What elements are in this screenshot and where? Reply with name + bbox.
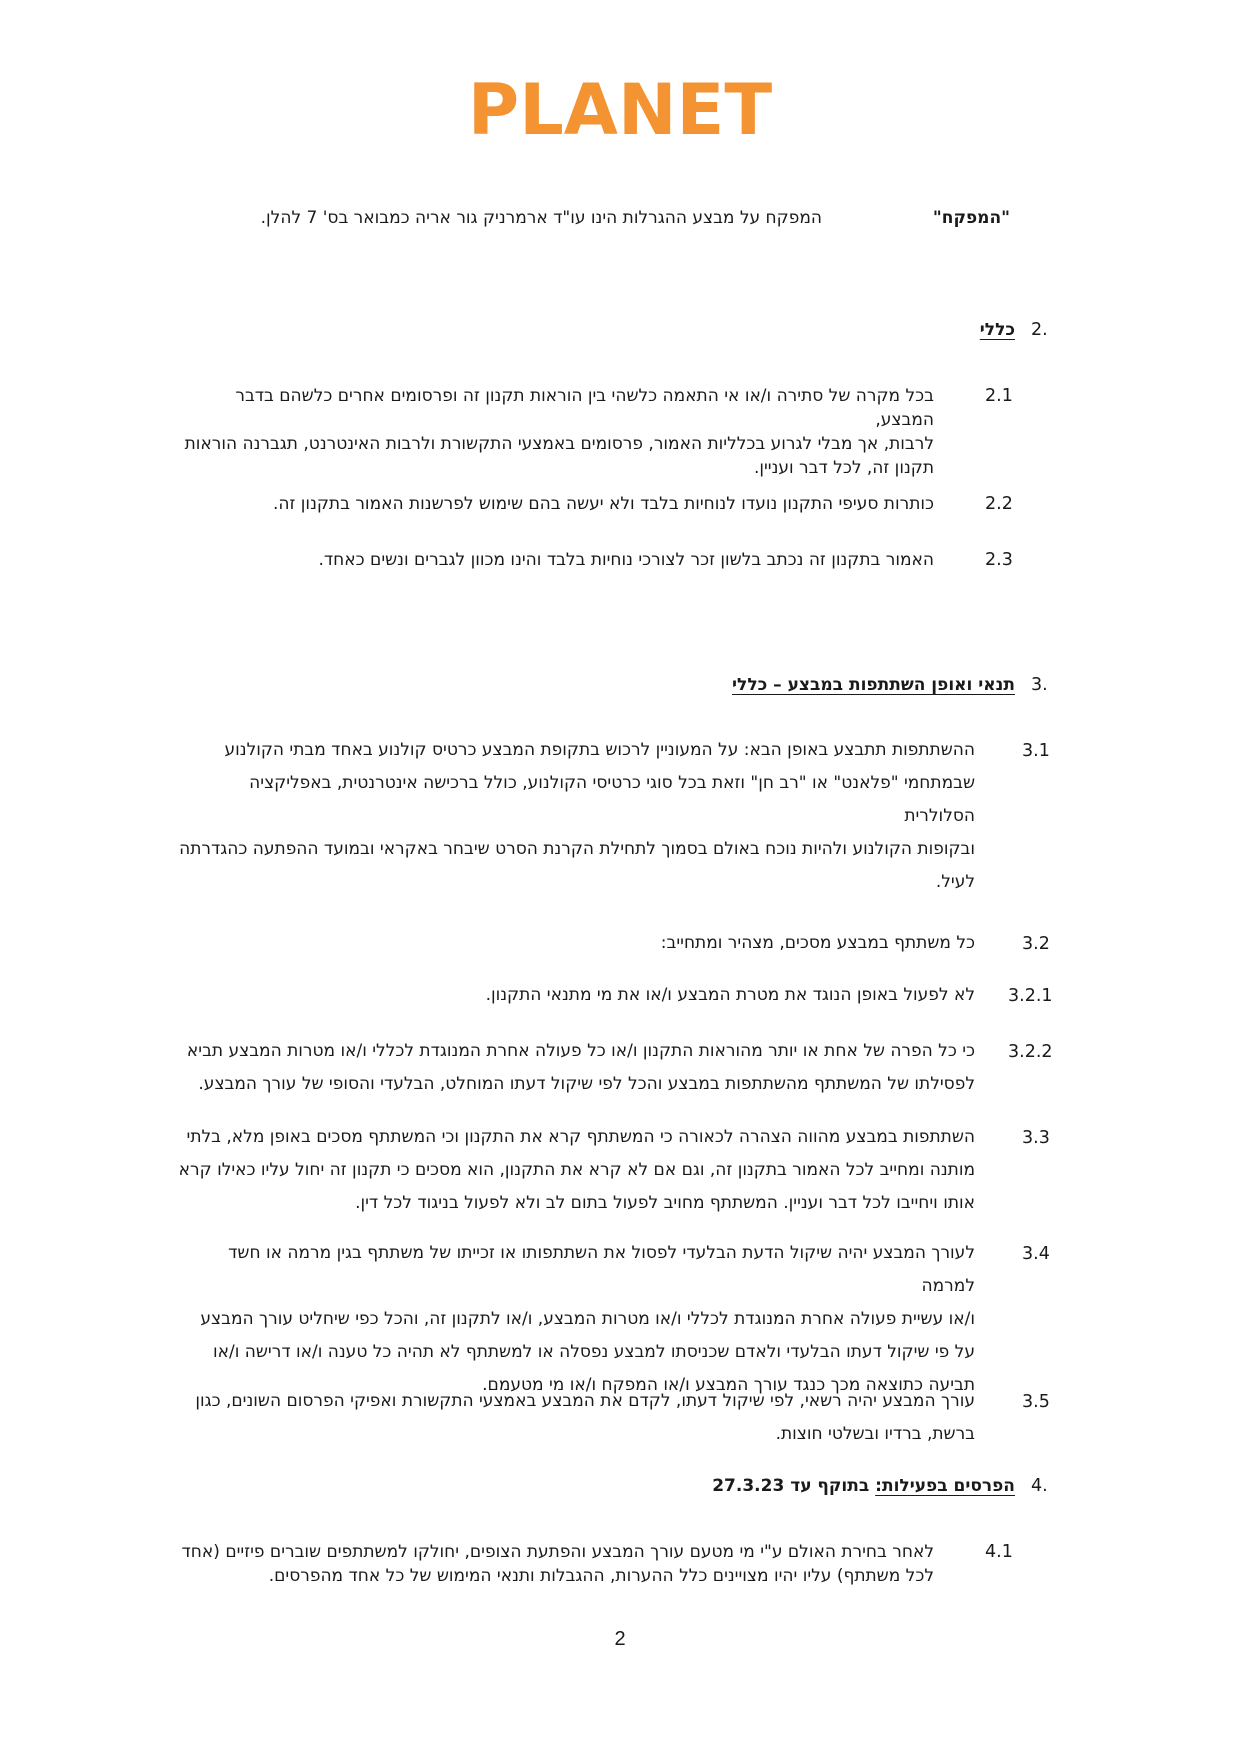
item-2-1-line: לרבות, אך מבלי לגרוע בכלליות האמור, פרסומים באמצעי התקשורת ולרבות האינטרנט, תגברנה הוראות [184, 434, 934, 454]
item-3-2-text [175, 927, 975, 960]
item-3-4-number: 3.4 [1022, 1244, 1050, 1264]
item-2-3-number: 2.3 [985, 550, 1013, 570]
item-3-1-line: ההשתתפות תתבצע באופן הבא: על המעוניין לרכוש בתקופת המבצע כרטיס קולנוע באחד מבתי הקולנוע [224, 740, 975, 760]
item-3-1-line: ובקופות הקולנוע ולהיות נוכח באולם בסמוך לתחילת הקרנת הסרט שיבחר באקראי ובמועד ההפתעה כהגדרתה [179, 839, 975, 859]
item-3-2-2-line: כי כל הפרה של אחת או יותר מהוראות התקנון ו/או כל פעולה אחרת המנוגדת לכללי ו/או מטרות המבצע תביא [186, 1041, 975, 1061]
section-2-number: 2. [1031, 320, 1048, 340]
section-4-number: 4. [1031, 1476, 1048, 1496]
item-2-2-number: 2.2 [985, 494, 1013, 514]
item-3-2-line: כל משתתף במבצע מסכים, מצהיר ומתחייב: [660, 933, 975, 953]
item-3-3-line: אותו ויחייבו לכל דבר ועניין. המשתתף מחויב לפעול בתום לב ולא לפעול בניגוד לכל דין. [355, 1193, 975, 1213]
item-3-2-1-number: 3.2.1 [1008, 986, 1053, 1006]
item-3-2-2-text [175, 1035, 975, 1101]
item-3-2-number: 3.2 [1022, 934, 1050, 954]
section-3-title: תנאי ואופן השתתפות במבצע – כללי [732, 675, 1015, 695]
item-3-4-text [175, 1237, 975, 1402]
item-3-4-line: ו/או עשיית פעולה אחרת המנוגדת לכללי ו/או מטרות המבצע, ו/או לתקנון זה, והכל כפי שיחליט עורך המבצע [200, 1309, 975, 1329]
item-2-3-line: האמור בתקנון זה נכתב בלשון זכר לצורכי נוחיות בלבד והינו מכוון לגברים ונשים כאחד. [318, 550, 934, 570]
section-4-title: הפרסים בפעילות: [875, 1476, 1015, 1496]
page-number: 2 [614, 1628, 626, 1650]
item-4-1-line: לכל משתתף) עליו יהיו מצויינים כלל ההערות, ההגבלות ותנאי המימוש של כל אחד מהפרסים. [268, 1566, 934, 1586]
item-3-5-line: עורך המבצע יהיה רשאי, לפי שיקול דעתו, לקדם את המבצע באמצעי התקשורת ואפיקי הפרסום השונים, כגון [195, 1391, 975, 1411]
item-3-5-number: 3.5 [1022, 1392, 1050, 1412]
definition-text: המפקח על מבצע ההגרלות הינו עו"ד ארמרניק גור אריה כמבואר בס' 7 להלן. [260, 208, 822, 228]
item-4-1-line: לאחר בחירת האולם ע"י מי מטעם עורך המבצע והפתעת הצופים, יחולקו למשתתפים שוברים פיזיים (אחד [181, 1542, 934, 1562]
item-2-2-line: כותרות סעיפי התקנון נועדו לנוחיות בלבד ולא יעשה בהם שימוש לפרשנות האמור בתקנון זה. [273, 494, 934, 514]
item-2-2-text [174, 492, 934, 516]
item-3-4-line: לעורך המבצע יהיה שיקול הדעת הבלעדי לפסול את השתתפותו או זכייתו של משתתף בגין מרמה או חשד למרמה [228, 1243, 975, 1296]
item-4-1-number: 4.1 [985, 1542, 1013, 1562]
planet-logo [0, 69, 1240, 151]
item-3-5-text [175, 1385, 975, 1451]
item-3-3-line: השתתפות במבצע מהווה הצהרה לכאורה כי המשתתף קרא את התקנון וכי המשתתף מסכים באופן מלא, בלתי [186, 1127, 975, 1147]
item-3-3-line: מותנה ומחייב לכל האמור בתקנון זה, וגם אם לא קרא את התקנון, הוא מסכים כי תקנון זה יחול עליו כאילו קרא [178, 1160, 975, 1180]
item-3-4-line: תביעה כתוצאה מכך כנגד עורך המבצע ו/או המפקח ו/או מי מטעמם. [482, 1375, 975, 1395]
item-2-1-line: בכל מקרה של סתירה ו/או אי התאמה כלשהי בין הוראות תקנון זה ופרסומים אחרים כלשהם בדבר המבצע, [235, 386, 934, 430]
item-3-2-2-number: 3.2.2 [1008, 1042, 1053, 1062]
item-2-1-text [174, 384, 934, 480]
definition-term: "המפקח" [932, 208, 1010, 228]
item-3-3-text [175, 1121, 975, 1220]
item-2-1-line: תקנון זה, לכל דבר ועניין. [753, 458, 934, 478]
item-3-1-line: שבמתחמי "פלאנט" או "רב חן" וזאת בכל סוגי כרטיסי הקולנוע, כולל ברכישה אינטרנטית, באפליקציה הסלולרית [249, 773, 975, 826]
item-3-1-line: לעיל. [935, 872, 975, 892]
item-3-1-text [175, 734, 975, 899]
item-3-5-line: ברשת, ברדיו ובשלטי חוצות. [775, 1424, 975, 1444]
item-3-2-1-line: לא לפעול באופן הנוגד את מטרת המבצע ו/או את מי מתנאי התקנון. [485, 985, 975, 1005]
section-3-number: 3. [1031, 675, 1048, 695]
section-4-title-suffix: בתוקף עד 27.3.23 [712, 1476, 876, 1496]
item-3-4-line: על פי שיקול דעתו הבלעדי ולאדם שכניסתו למבצע נפסלה או למשתתף לא תהיה כל טענה ו/או דרישה ו/או [213, 1342, 975, 1362]
item-2-3-text [174, 548, 934, 572]
section-4-title-row [712, 1476, 1015, 1496]
item-4-1-text [174, 1540, 934, 1588]
definition-row [0, 208, 1240, 238]
item-3-2-2-line: לפסילתו של המשתתף מהשתתפות במבצע והכל לפי שיקול דעתו המוחלט, הבלעדי והסופי של עורך המבצע. [198, 1074, 975, 1094]
item-3-2-1-text [175, 979, 975, 1012]
item-3-1-number: 3.1 [1022, 741, 1050, 761]
item-2-1-number: 2.1 [985, 386, 1013, 406]
item-3-3-number: 3.3 [1022, 1128, 1050, 1148]
planet-logo-graphic [467, 69, 773, 151]
logo-wordmark: PLANET [467, 69, 773, 151]
section-2-title: כללי [979, 320, 1015, 340]
